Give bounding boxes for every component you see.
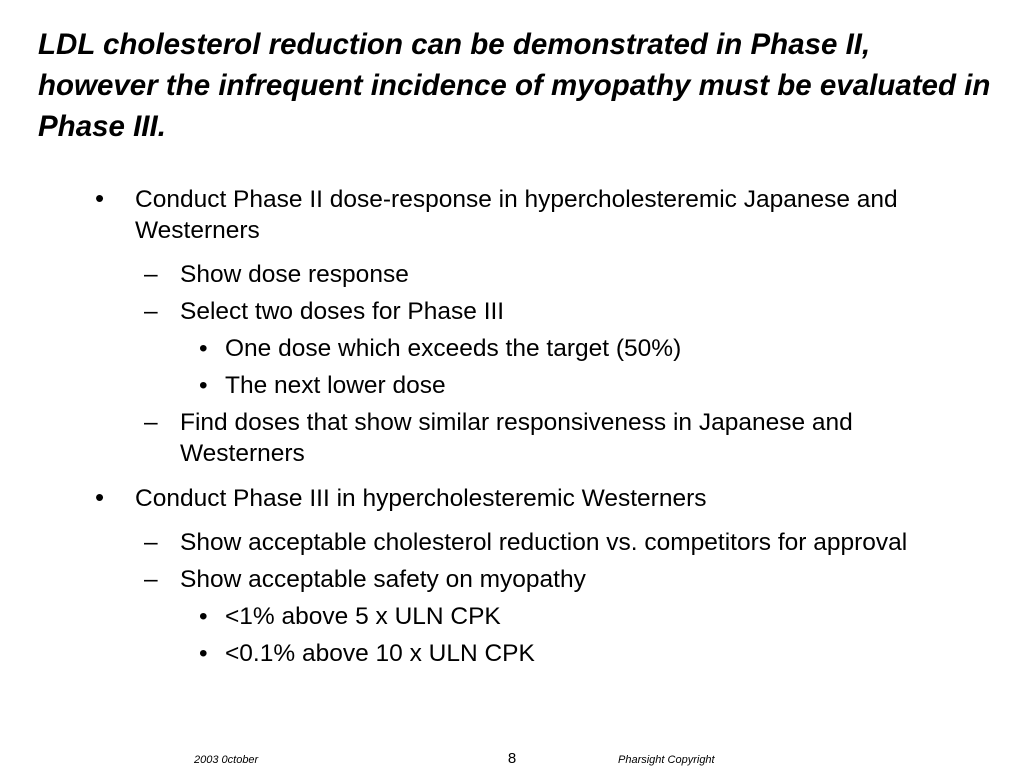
page-number: 8	[507, 750, 517, 767]
sub-bullet-item	[0, 259, 980, 290]
sub-sub-bullet-item	[0, 333, 985, 364]
dash-icon: –	[144, 261, 158, 288]
sub-bullet-text: Select two doses for Phase III	[180, 298, 505, 325]
sub-sub-bullet-text: <1% above 5 x ULN CPK	[225, 603, 501, 630]
sub-bullet-text: Show acceptable cholesterol reduction vs. competitors for approval	[180, 529, 908, 556]
small-bullet-icon: •	[199, 372, 208, 399]
footer-copyright: Pharsight Copyright	[618, 754, 715, 766]
dash-icon: –	[144, 409, 158, 436]
bullet-text: Conduct Phase II dose-response in hypercholesteremic Japanese and Westerners	[135, 186, 898, 244]
slide-title: LDL cholesterol reduction can be demonstrated in Phase II, however the infrequent incidence of myopathy must be evaluated in Phase III.	[38, 28, 991, 143]
footer-date: 2003 0ctober	[194, 754, 259, 766]
bullet-item	[0, 483, 970, 514]
bullet-icon: •	[95, 183, 105, 213]
slide-body	[0, 184, 1024, 669]
dash-icon: –	[144, 298, 158, 325]
sub-bullet-item	[0, 296, 980, 327]
sub-bullet-item	[0, 564, 980, 595]
small-bullet-icon: •	[199, 335, 208, 362]
sub-sub-bullet-item	[0, 370, 985, 401]
bullet-item	[0, 184, 970, 246]
sub-bullet-text: Find doses that show similar responsiveness in Japanese and Westerners	[180, 409, 853, 467]
small-bullet-icon: •	[199, 640, 208, 667]
sub-bullet-item	[0, 527, 980, 558]
sub-sub-bullet-text: The next lower dose	[225, 372, 446, 399]
bullet-icon: •	[95, 482, 105, 512]
bullet-text: Conduct Phase III in hypercholesteremic Westerners	[135, 485, 707, 512]
sub-bullet-item	[0, 407, 980, 469]
sub-bullet-text: Show dose response	[180, 261, 409, 288]
sub-sub-bullet-item	[0, 638, 985, 669]
sub-sub-bullet-text: <0.1% above 10 x ULN CPK	[225, 640, 535, 667]
sub-bullet-text: Show acceptable safety on myopathy	[180, 566, 586, 593]
sub-sub-bullet-text: One dose which exceeds the target (50%)	[225, 335, 682, 362]
dash-icon: –	[144, 529, 158, 556]
dash-icon: –	[144, 566, 158, 593]
small-bullet-icon: •	[199, 603, 208, 630]
sub-sub-bullet-item	[0, 601, 985, 632]
